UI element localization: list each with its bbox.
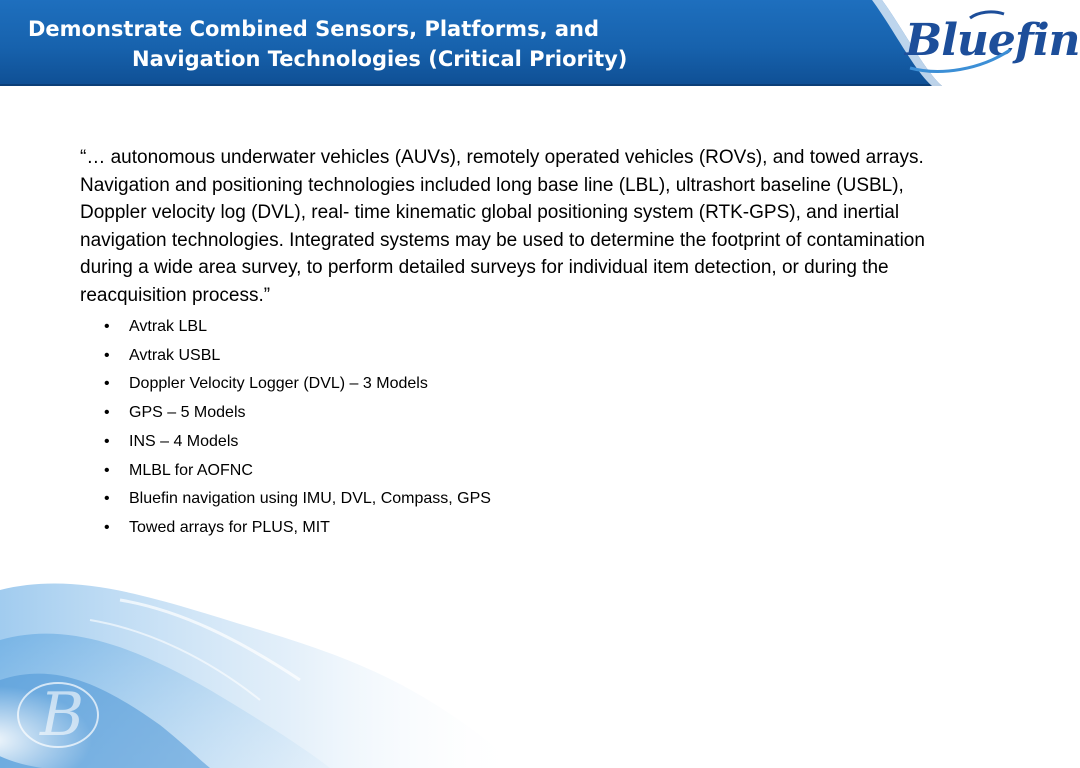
bullet-item	[80, 313, 960, 342]
bullet-text: GPS – 5 Models	[129, 404, 246, 422]
bullet-item	[80, 399, 960, 428]
bullet-icon: •	[104, 461, 110, 479]
bullet-item	[80, 342, 960, 371]
title-line-2: Navigation Technologies (Critical Priority)	[132, 47, 628, 71]
bullet-icon: •	[104, 346, 110, 364]
bullet-icon: •	[104, 432, 110, 450]
bullet-list	[80, 313, 960, 543]
bluefin-logo: Bluefin	[905, 15, 1080, 66]
bullet-item	[80, 485, 960, 514]
bullet-text: Avtrak LBL	[129, 318, 207, 335]
bullet-icon: •	[104, 490, 110, 508]
bullet-item	[80, 428, 960, 457]
watermark-b: B	[40, 680, 85, 750]
title-line-1: Demonstrate Combined Sensors, Platforms, and	[28, 17, 600, 41]
page-title	[28, 14, 788, 74]
bullet-text: Bluefin navigation using IMU, DVL, Compass, GPS	[129, 490, 491, 508]
bullet-icon: •	[104, 404, 110, 422]
logo-fin-swoosh-icon	[900, 10, 1020, 80]
bullet-text: Avtrak USBL	[129, 346, 221, 364]
content-body	[80, 144, 960, 543]
bullet-item	[80, 514, 960, 543]
bullet-icon: •	[104, 375, 110, 393]
quote-paragraph: “… autonomous underwater vehicles (AUVs), remotely operated vehicles (ROVs), and towed arrays. Navigation and positioning technologies included long base line (LBL), ultrashort baseline (USBL), Doppler velocity log (DVL), real- time kinematic global positioning system (RTK-GPS), and inertial navigation technologies. Integrated systems may be used to determine the footprint of contamination during a wide area survey, to perform detailed surveys for individual item detection, or during the reacquisition process.”	[80, 147, 925, 306]
bullet-icon: •	[104, 318, 110, 335]
bullet-item	[80, 457, 960, 486]
bullet-item	[80, 370, 960, 399]
bullet-text: MLBL for AOFNC	[129, 461, 253, 479]
bullet-text: Doppler Velocity Logger (DVL) – 3 Models	[129, 375, 428, 393]
bullet-text: INS – 4 Models	[129, 432, 239, 450]
bullet-text: Towed arrays for PLUS, MIT	[129, 518, 330, 536]
bullet-icon: •	[104, 518, 110, 536]
water-decoration	[0, 560, 520, 768]
